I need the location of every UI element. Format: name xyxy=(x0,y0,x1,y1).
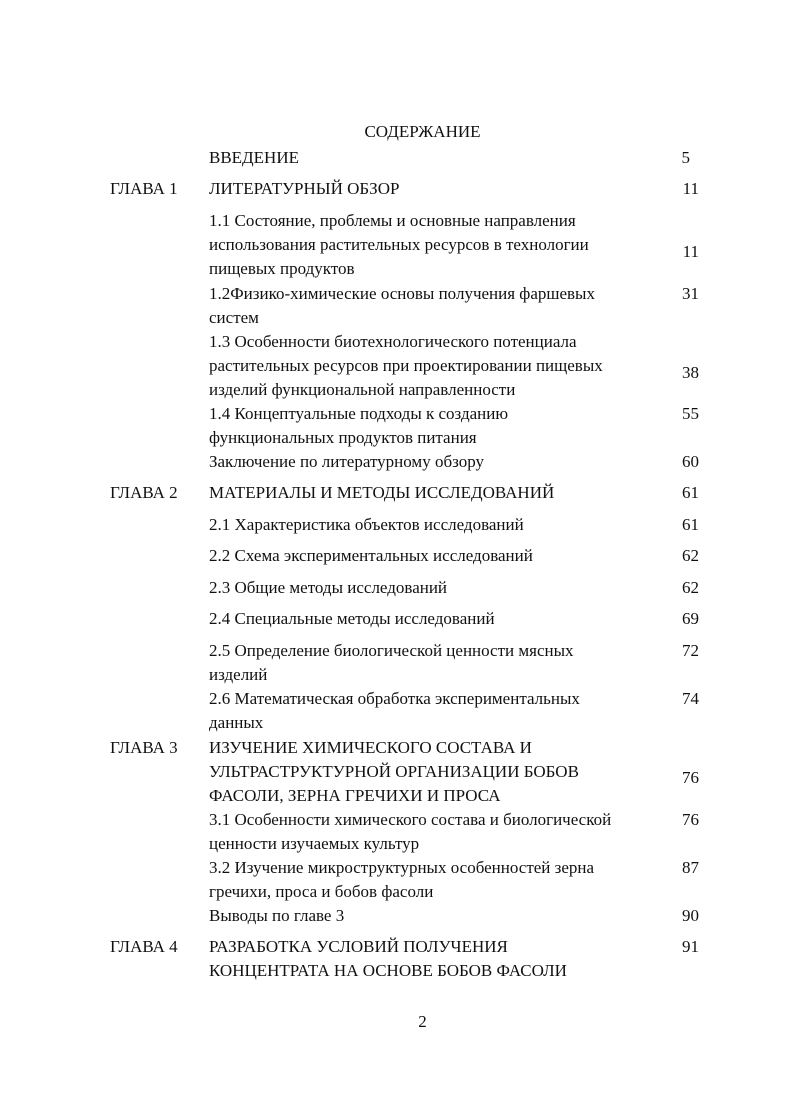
section-1-3-page: 38 xyxy=(682,363,699,382)
section-1-2-line-2: систем xyxy=(209,308,259,327)
chapter-1-label: ГЛАВА 1 xyxy=(110,179,178,198)
section-2-6-page: 74 xyxy=(682,689,699,708)
section-3-2-line-2: гречихи, проса и бобов фасоли xyxy=(209,882,434,901)
section-1-2-page: 31 xyxy=(682,284,699,303)
chapter-1-conclusion-page: 60 xyxy=(682,452,699,471)
chapter-1-conclusion: Заключение по литературному обзору xyxy=(209,452,484,471)
section-2-3: 2.3 Общие методы исследований xyxy=(209,578,448,597)
section-1-1-line-1: 1.1 Состояние, проблемы и основные направления xyxy=(209,211,576,230)
page-number: 2 xyxy=(418,1012,427,1031)
section-1-3-line-1: 1.3 Особенности биотехнологического потенциала xyxy=(209,332,577,351)
section-2-5-line-2: изделий xyxy=(209,665,268,684)
section-3-1-line-1: 3.1 Особенности химического состава и биологической xyxy=(209,810,612,829)
section-3-2-page: 87 xyxy=(682,858,699,877)
section-1-4-page: 55 xyxy=(682,404,699,423)
section-2-3-page: 62 xyxy=(682,578,699,597)
section-1-1-line-3: пищевых продуктов xyxy=(209,259,355,278)
chapter-3-conclusion-page: 90 xyxy=(682,906,699,925)
section-2-1-page: 61 xyxy=(682,515,699,534)
section-2-2: 2.2 Схема экспериментальных исследований xyxy=(209,546,533,565)
chapter-2-label: ГЛАВА 2 xyxy=(110,483,178,502)
chapter-3-conclusion: Выводы по главе 3 xyxy=(209,906,345,925)
section-2-4-page: 69 xyxy=(682,609,699,628)
section-2-1: 2.1 Характеристика объектов исследований xyxy=(209,515,524,534)
chapter-1-page: 11 xyxy=(682,179,699,198)
section-1-4-line-2: функциональных продуктов питания xyxy=(209,428,477,447)
section-2-5-line-1: 2.5 Определение биологической ценности мясных xyxy=(209,641,574,660)
section-2-6-line-1: 2.6 Математическая обработка экспериментальных xyxy=(209,689,580,708)
section-1-3-line-3: изделий функциональной направленности xyxy=(209,380,516,399)
section-2-5-page: 72 xyxy=(682,641,699,660)
section-3-1-page: 76 xyxy=(682,810,699,829)
chapter-3-label: ГЛАВА 3 xyxy=(110,738,178,757)
section-1-2-line-1: 1.2Физико-химические основы получения фаршевых xyxy=(209,284,595,303)
section-2-6-line-2: данных xyxy=(209,713,264,732)
chapter-3-title-line-1: ИЗУЧЕНИЕ ХИМИЧЕСКОГО СОСТАВА И xyxy=(209,738,532,757)
chapter-4-label: ГЛАВА 4 xyxy=(110,937,178,956)
chapter-4-page: 91 xyxy=(682,937,699,956)
chapter-4-title-line-2: КОНЦЕНТРАТА НА ОСНОВЕ БОБОВ ФАСОЛИ xyxy=(209,961,567,980)
chapter-3-title-line-3: ФАСОЛИ, ЗЕРНА ГРЕЧИХИ И ПРОСА xyxy=(209,786,501,805)
section-1-4-line-1: 1.4 Концептуальные подходы к созданию xyxy=(209,404,509,423)
section-2-4: 2.4 Специальные методы исследований xyxy=(209,609,495,628)
section-1-1-line-2: использования растительных ресурсов в технологии xyxy=(209,235,589,254)
chapter-3-page: 76 xyxy=(682,768,699,787)
toc-intro-page: 5 xyxy=(681,148,690,167)
section-2-2-page: 62 xyxy=(682,546,699,565)
section-1-3-line-2: растительных ресурсов при проектировании пищевых xyxy=(209,356,603,375)
chapter-2-title: МАТЕРИАЛЫ И МЕТОДЫ ИССЛЕДОВАНИЙ xyxy=(209,483,555,502)
chapter-3-title-line-2: УЛЬТРАСТРУКТУРНОЙ ОРГАНИЗАЦИИ БОБОВ xyxy=(209,762,579,781)
section-1-1-page: 11 xyxy=(682,242,699,261)
page-title: СОДЕРЖАНИЕ xyxy=(364,122,481,141)
chapter-4-title-line-1: РАЗРАБОТКА УСЛОВИЙ ПОЛУЧЕНИЯ xyxy=(209,937,508,956)
section-3-2-line-1: 3.2 Изучение микроструктурных особенностей зерна xyxy=(209,858,595,877)
toc-intro: ВВЕДЕНИЕ xyxy=(209,148,299,167)
section-3-1-line-2: ценности изучаемых культур xyxy=(209,834,420,853)
chapter-1-title: ЛИТЕРАТУРНЫЙ ОБЗОР xyxy=(209,179,400,198)
chapter-2-page: 61 xyxy=(682,483,699,502)
